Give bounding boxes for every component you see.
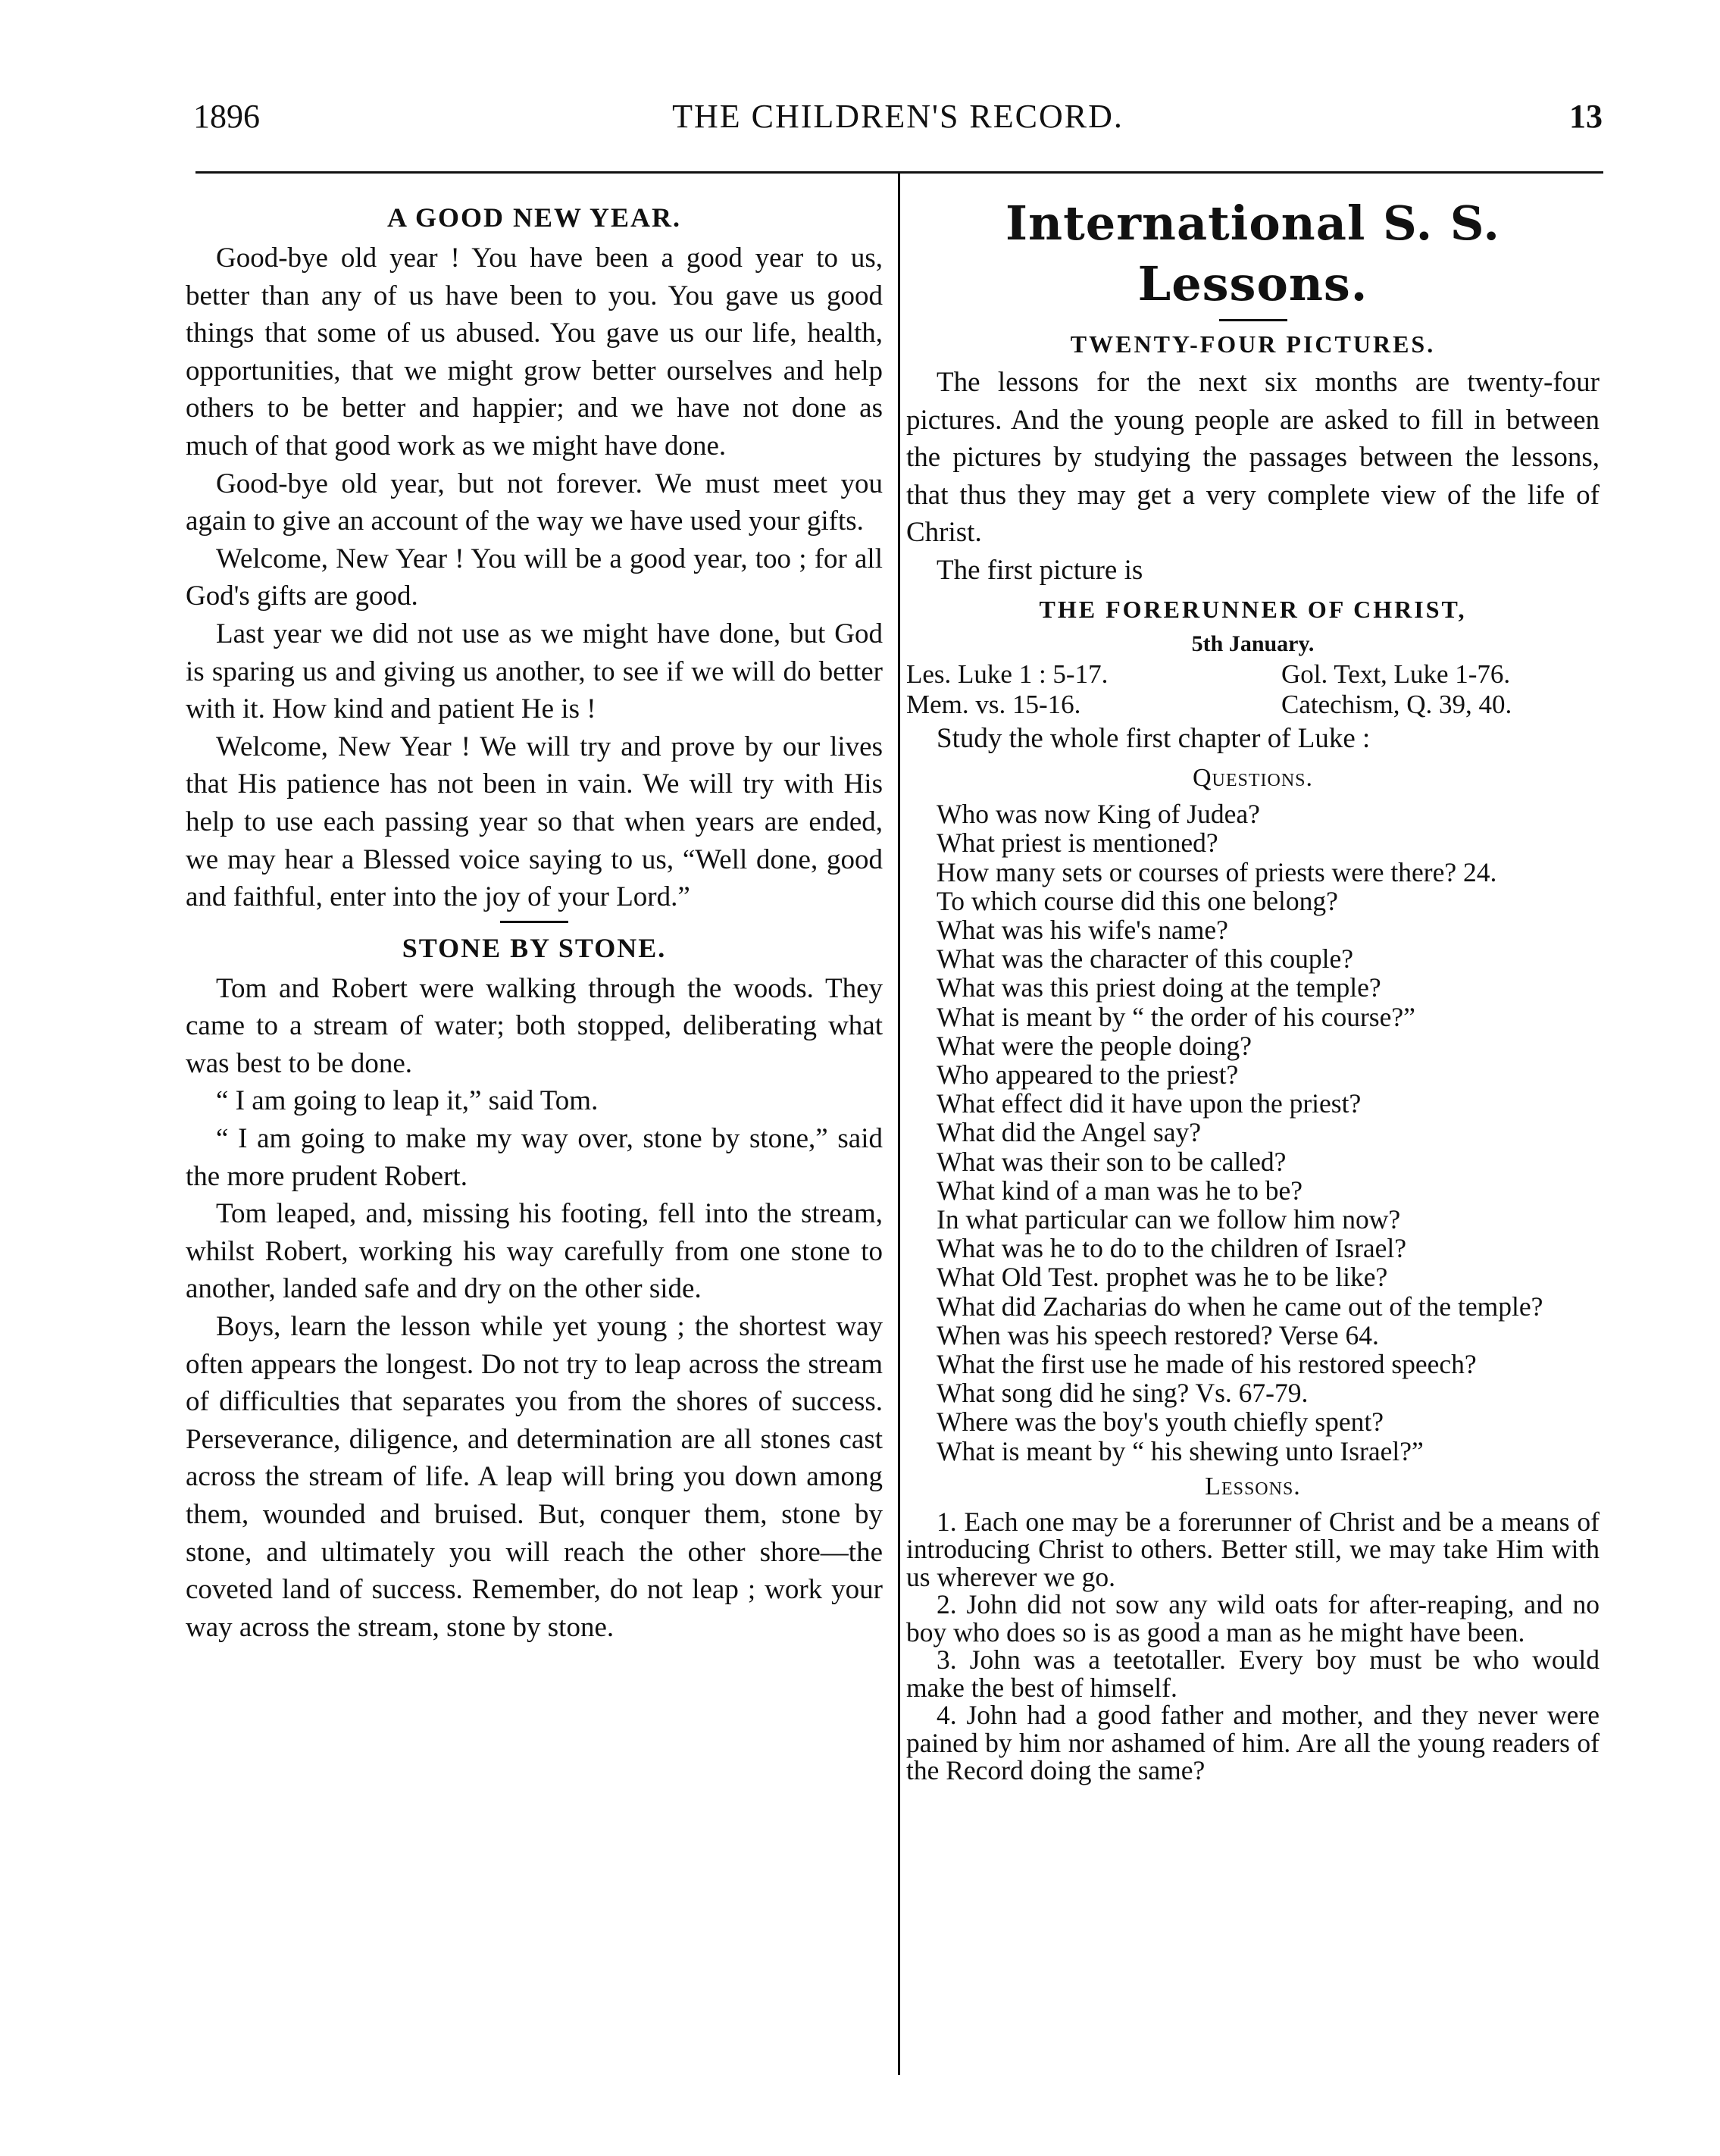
lessons-list — [906, 1508, 1600, 1785]
lesson-reference: Les. Luke 1 : 5-17. — [906, 659, 1109, 689]
lesson-item: 3. John was a teetotaller. Every boy must be who would make the best of himself. — [906, 1644, 1600, 1703]
question-item: What the first use he made of his restored speech? — [937, 1349, 1477, 1380]
header-year: 1896 — [193, 98, 260, 135]
intro-paragraph: The lessons for the next six months are twenty-four pictures. And the young people are asked to fill in between the pictures by studying the passages between the lessons, that thus they may get a very complete view of the life of Christ. — [906, 367, 1600, 549]
question-item: What priest is mentioned? — [937, 828, 1218, 859]
page-header — [193, 97, 1603, 142]
article-paragraph: Last year we did not use as we might have done, but God is sparing us and giving us another, to see if we will do better with it. How kind and patient He is ! — [186, 618, 883, 725]
title-rule — [1219, 319, 1287, 321]
question-item: What kind of a man was he to be? — [937, 1175, 1303, 1206]
stone-by-stone-heading: STONE BY STONE. — [402, 932, 667, 963]
question-item: Who was now King of Judea? — [937, 799, 1260, 830]
lesson-refs-row-2 — [906, 690, 1600, 720]
lesson-refs-row-1 — [906, 659, 1600, 690]
question-item: What is meant by “ the order of his course?” — [937, 1001, 1415, 1032]
question-item: When was his speech restored? Verse 64. — [937, 1319, 1379, 1350]
header-page-number: 13 — [1569, 98, 1603, 135]
questions-list — [906, 800, 1600, 1466]
lesson-item: 1. Each one may be a forerunner of Christ and be a means of introducing Christ to others. Better still, we may take Him with us wherever we go. — [906, 1506, 1600, 1592]
golden-text-reference: Gol. Text, Luke 1-76. — [1281, 659, 1511, 689]
left-column — [186, 196, 883, 1646]
catechism-reference: Catechism, Q. 39, 40. — [1281, 689, 1512, 719]
question-item: What was the character of this couple? — [937, 943, 1353, 975]
lesson-title: THE FORERUNNER OF CHRIST, — [1039, 595, 1467, 623]
article-paragraph: Good-bye old year, but not forever. We must meet you again to give an account of the way we have used your gifts. — [186, 468, 883, 537]
memory-verses-reference: Mem. vs. 15-16. — [906, 689, 1081, 719]
right-column — [906, 193, 1600, 1785]
article-paragraph: “ I am going to make my way over, stone by stone,” said the more prudent Robert. — [186, 1123, 883, 1192]
question-item: Who appeared to the priest? — [937, 1059, 1239, 1090]
question-item: What was this priest doing at the temple? — [937, 972, 1381, 1003]
lesson-item: 4. John had a good father and mother, and they never were pained by him nor ashamed of him. Are all the young readers of the Record doing the same? — [906, 1700, 1600, 1786]
twenty-four-pictures-heading: TWENTY-FOUR PICTURES. — [1070, 330, 1436, 358]
questions-heading: Questions. — [1192, 764, 1314, 793]
first-picture-intro: The first picture is — [937, 554, 1143, 586]
question-item: What Old Test. prophet was he to be like? — [937, 1262, 1388, 1293]
header-title: THE CHILDREN'S RECORD. — [672, 98, 1124, 135]
good-new-year-heading: A GOOD NEW YEAR. — [386, 202, 682, 233]
question-item: What was his wife's name? — [937, 914, 1228, 945]
lessons-heading: Lessons. — [1205, 1472, 1301, 1500]
article-paragraph: Welcome, New Year ! You will be a good year, too ; for all God's gifts are good. — [186, 543, 883, 612]
question-item: What was he to do to the children of Israel? — [937, 1233, 1407, 1264]
article-paragraph: Tom leaped, and, missing his footing, fell into the stream, whilst Robert, working his way carefully from one stone to another, landed safe and dry on the other side. — [186, 1198, 883, 1305]
question-item: To which course did this one belong? — [937, 885, 1338, 916]
lesson-item: 2. John did not sow any wild oats for after-reaping, and no boy who does so is as good a man as he might have been. — [906, 1589, 1600, 1648]
article-paragraph: “ I am going to leap it,” said Tom. — [216, 1085, 599, 1117]
question-item: What did Zacharias do when he came out of the temple? — [937, 1291, 1543, 1322]
question-item: What did the Angel say? — [937, 1117, 1201, 1148]
question-item: In what particular can we follow him now? — [937, 1204, 1401, 1234]
question-item: Where was the boy's youth chiefly spent? — [937, 1407, 1384, 1438]
lessons-section-title: International S. S. Lessons. — [1005, 196, 1500, 311]
question-item: What is meant by “ his shewing unto Israel?” — [937, 1435, 1424, 1466]
article-paragraph: Good-bye old year ! You have been a good year to us, better than any of us have been to you. You gave us good things that some of us abused. You gave us our life, health, opportunities, that we might grow better ourselves and help others to be better and happier; and we have not done as much of that good work as we might have done. — [186, 243, 883, 462]
column-divider — [898, 173, 900, 2075]
question-item: What effect did it have upon the priest? — [937, 1088, 1362, 1119]
article-paragraph: Welcome, New Year ! We will try and prove by our lives that His patience has not been in vain. We will try with His help to use each passing year so that when years are ended, we may hear a Blessed voice saying to us, “Well done, good and faithful, enter into the joy of your Lord.” — [186, 731, 883, 913]
question-item: What song did he sing? Vs. 67-79. — [937, 1378, 1309, 1409]
article-paragraph: Boys, learn the lesson while yet young ; the shortest way often appears the longest. Do not try to leap across the stream of difficulties that separates you from the shores of success. Perseverance, diligence, and determination are all stones cast across the stream of life. A leap will bring you down among them, wounded and bruised. But, conquer them, stone by stone, and ultimately you will reach the other shore—the coveted land of success. Remember, do not leap ; work your way across the stream, stone by stone. — [186, 1311, 883, 1643]
section-separator — [500, 921, 568, 923]
article-paragraph: Tom and Robert were walking through the woods. They came to a stream of water; both stopped, deliberating what was best to be done. — [186, 972, 883, 1079]
question-item: How many sets or courses of priests were there? 24. — [937, 856, 1497, 887]
study-note: Study the whole first chapter of Luke : — [937, 722, 1371, 754]
lesson-date: 5th January. — [1191, 631, 1315, 656]
question-item: What was their son to be called? — [937, 1146, 1287, 1177]
question-item: What were the people doing? — [937, 1030, 1252, 1061]
